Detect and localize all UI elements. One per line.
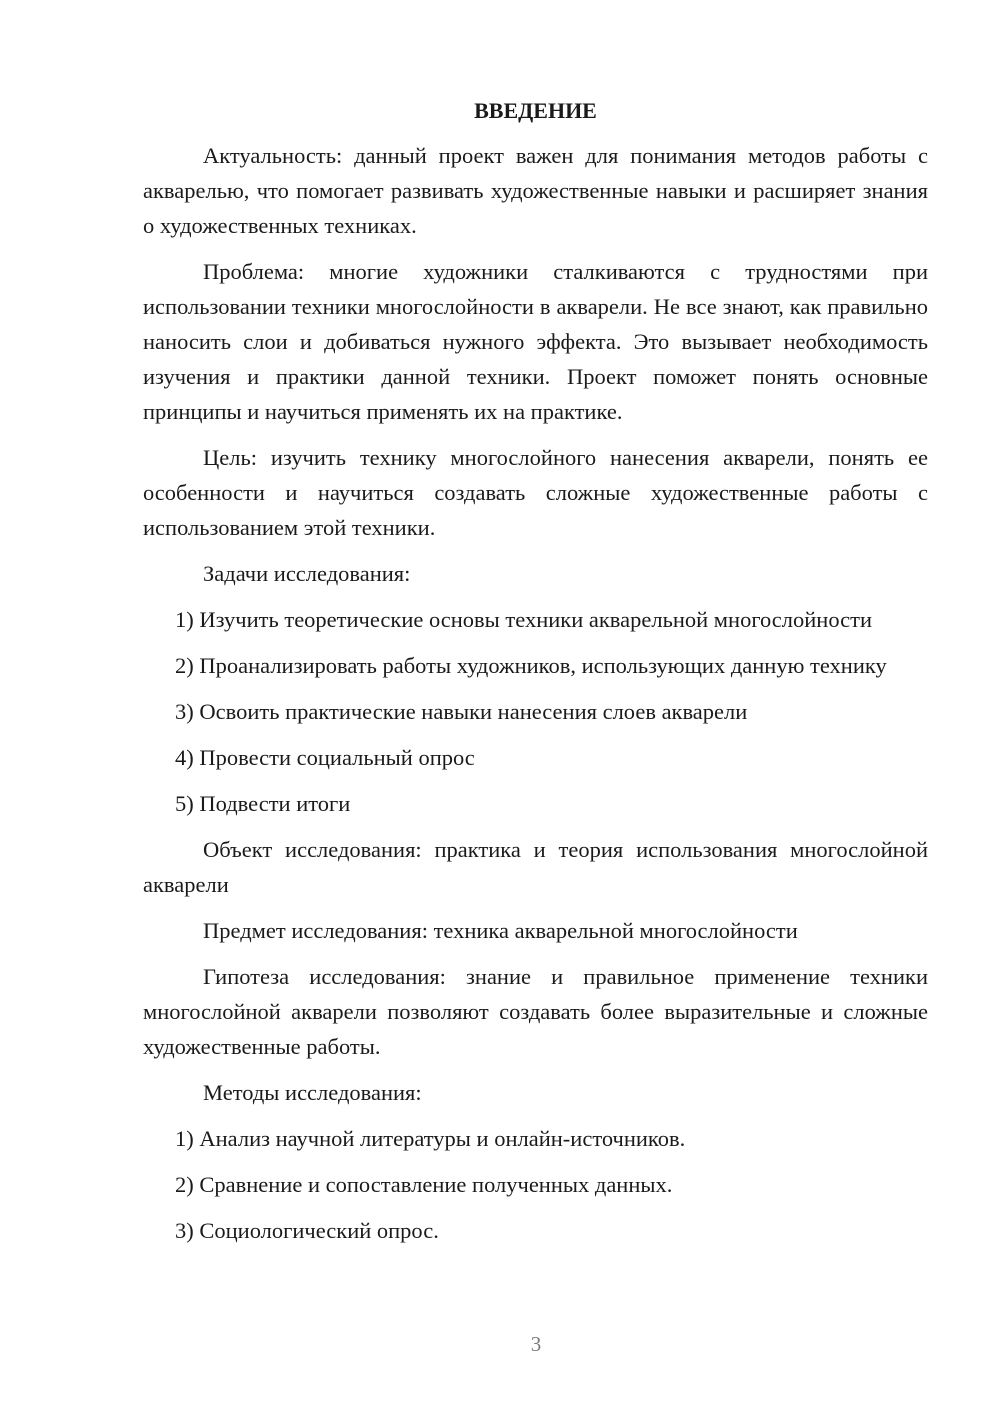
goal-paragraph: Цель: изучить технику многослойного нанесения акварели, понять ее особенности и научиться создавать сложные художественные работы с использованием этой техники. [143,445,928,540]
task-item: 5) Подвести итоги [175,791,351,816]
tasks-title: Задачи исследования: [203,561,411,586]
object-paragraph: Объект исследования: практика и теория использования многослойной акварели [143,837,928,897]
section-heading: ВВЕДЕНИЕ [474,98,597,123]
relevance-paragraph: Актуальность: данный проект важен для понимания методов работы с акварелью, что помогает развивать художественные навыки и расширяет знания о художественных техниках. [143,143,928,238]
hypothesis-paragraph: Гипотеза исследования: знание и правильное применение техники многослойной акварели позволяют создавать более выразительные и сложные художественные работы. [143,964,928,1059]
task-item: 4) Провести социальный опрос [175,745,475,770]
method-item: 2) Сравнение и сопоставление полученных данных. [175,1172,673,1197]
task-item: 2) Проанализировать работы художников, использующих данную технику [175,653,887,678]
method-item: 1) Анализ научной литературы и онлайн-источников. [175,1126,686,1151]
method-item: 3) Социологический опрос. [175,1218,439,1243]
task-item: 3) Освоить практические навыки нанесения слоев акварели [175,699,748,724]
subject-paragraph: Предмет исследования: техника акварельной многослойности [203,918,798,943]
methods-title: Методы исследования: [203,1080,422,1105]
problem-paragraph: Проблема: многие художники сталкиваются с трудностями при использовании техники многослойности в акварели. Не все знают, как правильно наносить слои и добиваться нужного эффекта. Это вызывает необходимость изучения и практики данной техники. Проект поможет понять основные принципы и научиться применять их на практике. [143,259,928,424]
task-item: 1) Изучить теоретические основы техники акварельной многослойности [175,607,873,632]
page-content [143,93,928,1259]
page-number: 3 [530,1332,542,1356]
